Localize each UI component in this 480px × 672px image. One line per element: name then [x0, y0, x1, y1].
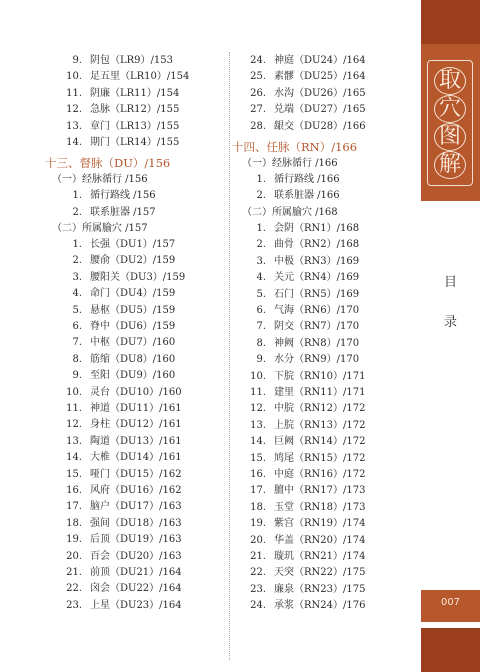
toc-entry-rn: [244, 321, 359, 333]
item-text: 中极（RN3）/169: [274, 255, 360, 267]
sidebar-rule: [421, 200, 480, 201]
item-text: 联系脏器 /166: [274, 190, 340, 201]
toc-entry-du: [60, 534, 182, 546]
toc-entry-rn: [244, 420, 365, 432]
item-number: 14.: [66, 452, 82, 464]
item-number: 24.: [250, 600, 266, 612]
item-text: 身柱（DU12）/161: [90, 419, 182, 431]
item-number: 14.: [250, 436, 266, 448]
toc-entry: [244, 174, 340, 186]
item-text: 囟会（DU22）/164: [90, 583, 182, 595]
toc-entry-du: [244, 55, 366, 67]
toc-entry-du: [60, 255, 175, 267]
item-text: 关元（RN4）/169: [274, 272, 360, 284]
toc-entry-du: [244, 121, 366, 133]
toc-entry-du: [60, 436, 182, 448]
item-number: 11.: [250, 387, 266, 398]
item-number: 7.: [72, 337, 82, 349]
item-text: 阴包（LR9）/153: [90, 55, 173, 66]
item-number: 6.: [256, 305, 266, 316]
item-text: 前顶（DU21）/164: [90, 567, 182, 578]
toc-entry-du: [244, 104, 366, 116]
toc-entry-du: [244, 88, 366, 100]
item-number: 12.: [66, 419, 82, 431]
item-text: 强间（DU18）/163: [90, 517, 182, 529]
item-text: 兑端（DU27）/165: [274, 104, 366, 116]
item-text: 悬枢（DU5）/159: [90, 304, 176, 316]
toc-entry-rn: [244, 239, 359, 251]
item-text: 足五里（LR10）/154: [90, 71, 190, 83]
item-number: 27.: [250, 104, 266, 116]
item-text: 曲骨（RN2）/168: [274, 239, 360, 251]
toc-entry-du: [60, 370, 175, 382]
toc-entry-rn: [244, 272, 359, 284]
item-number: 2.: [256, 239, 266, 251]
item-text: 长强（DU1）/157: [90, 239, 176, 250]
toc-entry-rn: [244, 387, 365, 399]
book-title-char: 解: [434, 151, 466, 179]
toc-entry-rn: [244, 305, 359, 317]
toc-entry-du: [60, 583, 182, 595]
item-text: 承浆（RN24）/176: [274, 600, 366, 612]
item-number: 13.: [66, 435, 82, 447]
subsection-acupoints: （二）所属腧穴 /157: [52, 223, 148, 234]
item-number: 25.: [250, 71, 266, 83]
item-text: 大椎（DU14）/161: [90, 452, 182, 464]
toc-entry-du: [60, 419, 182, 431]
toc-entry-rn: [244, 371, 365, 383]
item-number: 23.: [250, 583, 266, 595]
toc-entry-du: [60, 551, 182, 563]
toc-entry-du: [60, 403, 182, 415]
section-title-rn: 十四、任脉（RN）/166: [232, 140, 358, 154]
item-number: 15.: [66, 468, 82, 480]
toc-entry-lr: [60, 88, 179, 100]
item-text: 气海（RN6）/170: [274, 305, 360, 316]
item-text: 玉堂（RN18）/173: [274, 501, 366, 513]
toc-entry-du: [60, 518, 182, 530]
item-number: 13.: [250, 419, 266, 431]
toc-entry-rn: [244, 518, 365, 530]
toc-entry-du: [60, 288, 175, 300]
item-number: 26.: [250, 87, 266, 99]
item-text: 紫宫（RN19）/174: [274, 518, 366, 530]
item-text: 脊中（DU6）/159: [90, 321, 176, 332]
item-number: 7.: [256, 321, 266, 333]
item-number: 5.: [256, 288, 266, 300]
item-number: 8.: [72, 353, 82, 365]
column-divider: [229, 52, 230, 660]
item-number: 14.: [66, 137, 82, 149]
toc-entry-lr: [60, 104, 179, 116]
toc-entry-rn: [244, 453, 365, 465]
item-number: 20.: [250, 534, 266, 546]
toc-entry-rn: [244, 289, 359, 301]
book-title-char: 取: [434, 67, 466, 95]
toc-entry-rn: [244, 551, 365, 563]
contents-label-char: 录: [443, 315, 457, 330]
item-text: 璇玑（RN21）/174: [274, 551, 366, 562]
item-text: 龈交（DU28）/166: [274, 120, 366, 132]
toc-entry-rn: [244, 354, 359, 366]
item-number: 6.: [72, 321, 82, 332]
item-number: 9.: [72, 370, 82, 382]
toc-entry-rn: [244, 584, 365, 596]
toc-entry-du: [244, 71, 366, 83]
book-title-char: 穴: [434, 95, 466, 123]
item-text: 建里（RN11）/171: [274, 387, 366, 398]
chapter-sidebar: [421, 0, 480, 672]
toc-entry-du: [60, 354, 175, 366]
toc-entry-du: [60, 485, 182, 497]
toc-entry: [244, 190, 340, 202]
subsection-acupoints: （二）所属腧穴 /168: [242, 207, 338, 218]
item-number: 28.: [250, 120, 266, 132]
toc-entry-rn: [244, 338, 359, 350]
item-number: 3.: [72, 271, 82, 283]
item-number: 22.: [250, 567, 266, 579]
toc-entry-du: [60, 452, 182, 464]
toc-entry-du: [60, 272, 185, 284]
item-number: 18.: [250, 501, 266, 513]
subsection-meridian: （一）经脉循行 /166: [242, 158, 338, 169]
item-number: 13.: [66, 120, 82, 132]
item-number: 19.: [66, 534, 82, 546]
item-text: 水分（RN9）/170: [274, 354, 360, 366]
item-text: 命门（DU4）/159: [90, 288, 176, 300]
item-number: 15.: [250, 452, 266, 464]
item-number: 2.: [256, 190, 266, 201]
item-number: 18.: [66, 517, 82, 529]
sidebar-top-band: [421, 0, 480, 44]
item-text: 神阙（RN8）/170: [274, 337, 360, 349]
item-number: 1.: [72, 239, 82, 250]
item-text: 廉泉（RN23）/175: [274, 583, 366, 595]
item-number: 9.: [72, 55, 82, 66]
page-number: 007: [440, 597, 461, 608]
toc-entry-lr: [60, 55, 173, 67]
item-number: 1.: [72, 190, 82, 201]
book-title-badge: [427, 60, 473, 186]
item-text: 天突（RN22）/175: [274, 567, 366, 579]
toc-entry-rn: [244, 567, 365, 579]
toc-entry-lr: [60, 71, 189, 83]
item-text: 陶道（DU13）/161: [90, 435, 182, 447]
item-text: 灵台（DU10）/160: [90, 386, 182, 398]
item-number: 4.: [256, 272, 266, 284]
toc-entry-rn: [244, 469, 365, 481]
item-text: 上脘（RN13）/172: [274, 419, 366, 431]
toc-entry-lr: [60, 137, 179, 149]
item-number: 5.: [72, 304, 82, 316]
item-number: 24.: [250, 55, 266, 66]
item-text: 神庭（DU24）/164: [274, 55, 366, 66]
item-number: 12.: [66, 104, 82, 116]
item-number: 3.: [256, 255, 266, 267]
toc-entry-du: [60, 239, 175, 251]
item-number: 11.: [66, 87, 82, 99]
item-number: 9.: [256, 354, 266, 366]
item-text: 阴廉（LR11）/154: [90, 87, 180, 99]
sidebar-bottom-band: [421, 628, 480, 672]
item-number: 17.: [250, 485, 266, 497]
item-text: 循行路线 /156: [90, 190, 156, 201]
item-text: 下脘（RN10）/171: [274, 370, 366, 382]
item-number: 1.: [256, 223, 266, 234]
section-title-du: 十三、督脉（DU）/156: [45, 156, 171, 170]
item-text: 中脘（RN12）/172: [274, 403, 366, 415]
book-title-char: 图: [434, 123, 466, 151]
subsection-meridian: （一）经脉循行 /156: [52, 174, 148, 185]
item-text: 腰阳关（DU3）/159: [90, 271, 186, 283]
item-number: 19.: [250, 518, 266, 530]
toc-entry-rn: [244, 485, 365, 497]
item-text: 后顶（DU19）/163: [90, 534, 182, 546]
toc-entry-du: [60, 321, 175, 333]
toc-entry-rn: [244, 502, 365, 514]
item-number: 1.: [256, 174, 266, 185]
item-text: 循行路线 /166: [274, 174, 340, 185]
item-text: 神道（DU11）/161: [90, 403, 182, 414]
item-number: 23.: [66, 599, 82, 611]
item-number: 12.: [250, 403, 266, 415]
item-number: 16.: [250, 469, 266, 480]
item-text: 哑门（DU15）/162: [90, 468, 182, 480]
item-text: 中枢（DU7）/160: [90, 337, 176, 349]
toc-entry-du: [60, 501, 182, 513]
item-text: 巨阙（RN14）/172: [274, 436, 366, 448]
contents-label-char: 目: [443, 275, 457, 290]
item-number: 11.: [66, 403, 82, 414]
item-text: 中庭（RN16）/172: [274, 469, 366, 480]
item-number: 16.: [66, 485, 82, 496]
item-text: 至阳（DU9）/160: [90, 370, 176, 382]
item-number: 10.: [250, 370, 266, 382]
item-text: 风府（DU16）/162: [90, 485, 182, 496]
item-text: 急脉（LR12）/155: [90, 104, 180, 116]
item-number: 2.: [72, 207, 82, 218]
item-text: 期门（LR14）/155: [90, 137, 180, 149]
item-text: 上星（DU23）/164: [90, 599, 182, 611]
item-number: 10.: [66, 71, 82, 83]
toc-entry: [60, 190, 156, 202]
item-number: 20.: [66, 550, 82, 562]
toc-entry-rn: [244, 256, 359, 268]
item-text: 章门（LR13）/155: [90, 120, 180, 132]
item-text: 水沟（DU26）/165: [274, 87, 366, 99]
item-number: 21.: [250, 551, 266, 562]
item-text: 阴交（RN7）/170: [274, 321, 360, 333]
item-number: 2.: [72, 255, 82, 267]
toc-entry-rn: [244, 403, 365, 415]
toc-entry-du: [60, 469, 182, 481]
toc-entry-du: [60, 305, 175, 317]
item-text: 百会（DU20）/163: [90, 550, 182, 562]
item-text: 联系脏器 /157: [90, 207, 156, 218]
item-text: 膻中（RN17）/173: [274, 485, 366, 497]
toc-entry-du: [60, 567, 182, 579]
item-text: 华盖（RN20）/174: [274, 534, 366, 546]
toc-entry-rn: [244, 436, 365, 448]
item-number: 8.: [256, 337, 266, 349]
item-number: 4.: [72, 288, 82, 300]
toc-entry-du: [60, 337, 175, 349]
item-text: 石门（RN5）/169: [274, 288, 360, 300]
item-text: 筋缩（DU8）/160: [90, 353, 176, 365]
item-text: 腰俞（DU2）/159: [90, 255, 176, 267]
item-number: 22.: [66, 583, 82, 595]
item-text: 会阴（RN1）/168: [274, 223, 360, 234]
toc-entry-lr: [60, 121, 179, 133]
item-text: 脑户（DU17）/163: [90, 501, 182, 513]
toc-entry-du: [60, 387, 182, 399]
item-number: 17.: [66, 501, 82, 513]
toc-entry-rn: [244, 535, 365, 547]
item-number: 10.: [66, 386, 82, 398]
item-text: 素髎（DU25）/164: [274, 71, 366, 83]
item-number: 21.: [66, 567, 82, 578]
toc-entry: [60, 207, 156, 219]
item-text: 鸠尾（RN15）/172: [274, 452, 366, 464]
toc-entry-rn: [244, 223, 359, 235]
toc-entry-rn: [244, 600, 365, 612]
toc-entry-du: [60, 600, 182, 612]
